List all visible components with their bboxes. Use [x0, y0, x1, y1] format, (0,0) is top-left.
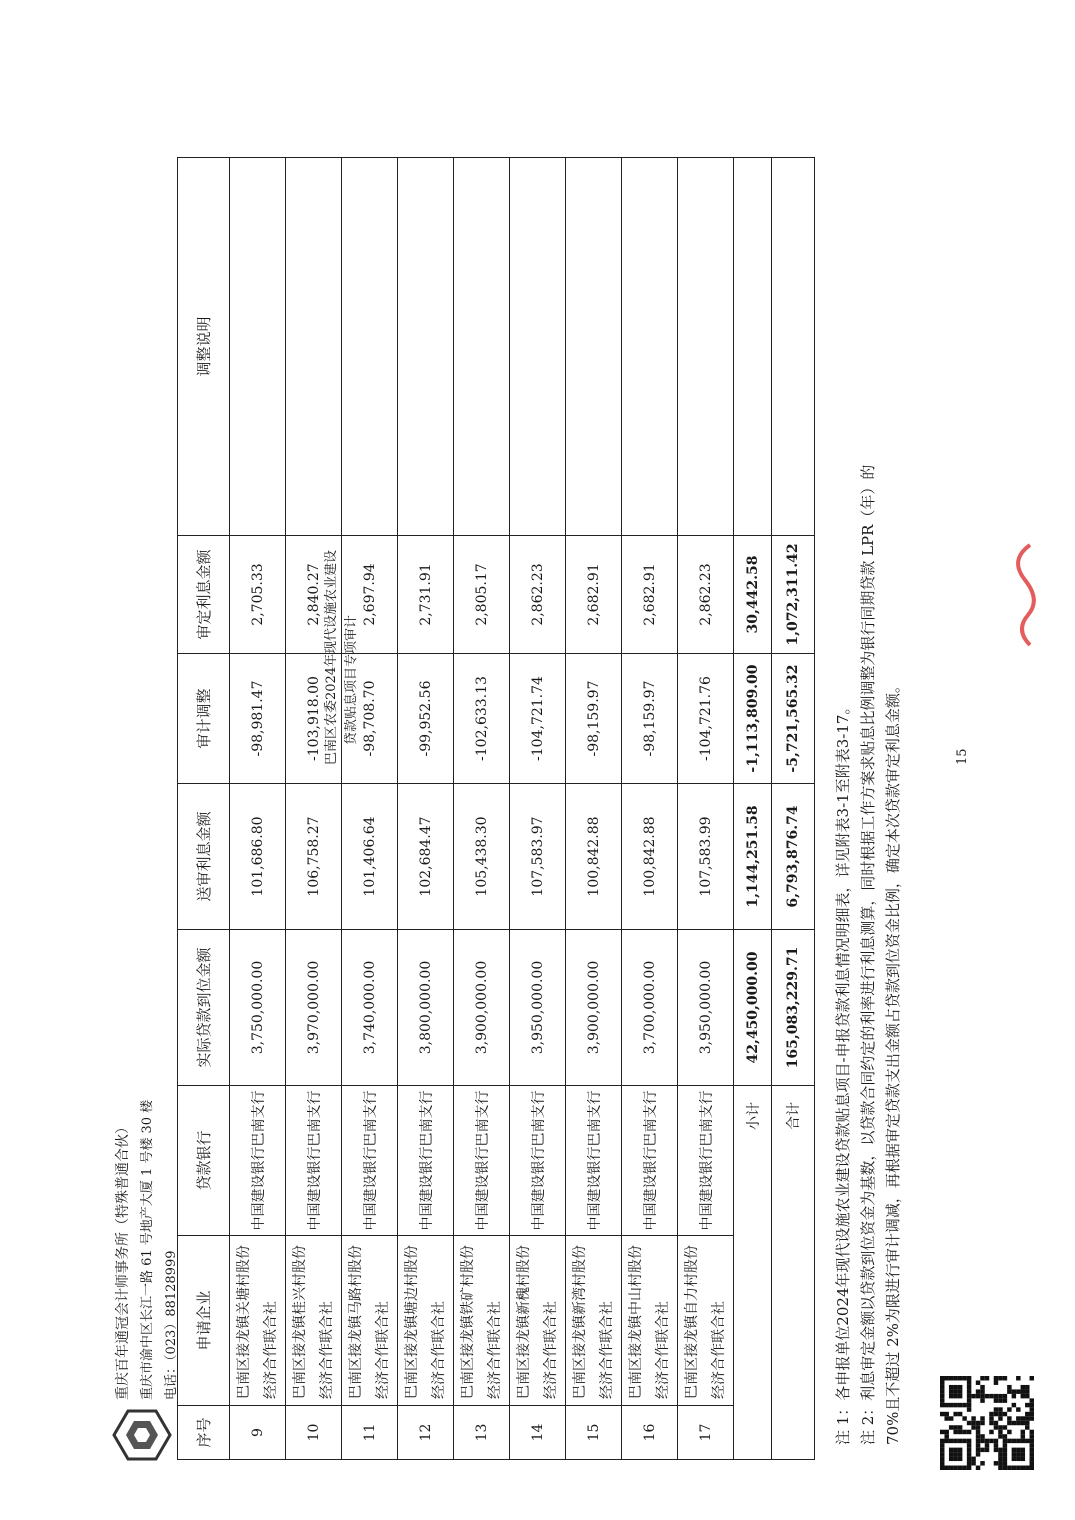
note-1: 注 1：各申报单位2024年现代设施农业建设贷款贴息项目-申报贷款利息情况明细表，详见附表3-1至附表3-17。: [834, 699, 852, 1445]
cell-submitted: 106,758.27: [286, 784, 342, 930]
cell-bank: 中国建设银行巴南支行: [678, 1086, 734, 1236]
header-approved: 审定利息金额: [178, 536, 230, 654]
cell-adjust: -98,159.97: [622, 654, 678, 784]
cell-approved: 2,862.23: [510, 536, 566, 654]
cell-submitted: 107,583.99: [678, 784, 734, 930]
cell-adjust: -98,981.47: [230, 654, 286, 784]
cell-adjust: -98,159.97: [566, 654, 622, 784]
cell-approved: 2,840.27: [286, 536, 342, 654]
cell-company: 巴南区接龙镇塘边村股份经济合作联合社: [398, 1236, 454, 1406]
cell-remark: [342, 158, 398, 536]
cell-loan: 3,800,000.00: [398, 930, 454, 1086]
table-row: [342, 158, 398, 1460]
cell-loan: 3,970,000.00: [286, 930, 342, 1086]
cell-submitted: 101,686.80: [230, 784, 286, 930]
cell-no: 9: [230, 1406, 286, 1460]
cell-no: 14: [510, 1406, 566, 1460]
document-title-line1: 巴南区农委2024年现代设施农业建设: [324, 549, 339, 765]
subtotal-loan: 42,450,000.00: [734, 930, 772, 1086]
cell-approved: 2,805.17: [454, 536, 510, 654]
cell-company: 巴南区接龙镇自力村股份经济合作联合社: [678, 1236, 734, 1406]
cell-bank: 中国建设银行巴南支行: [342, 1086, 398, 1236]
cell-submitted: 107,583.97: [510, 784, 566, 930]
cell-submitted: 100,842.88: [566, 784, 622, 930]
cell-bank: 中国建设银行巴南支行: [510, 1086, 566, 1236]
cell-submitted: 100,842.88: [622, 784, 678, 930]
cell-company: 巴南区接龙镇铁矿村股份经济合作联合社: [454, 1236, 510, 1406]
cell-bank: 中国建设银行巴南支行: [566, 1086, 622, 1236]
total-approved: 1,072,311.42: [772, 536, 815, 654]
cell-loan: 3,900,000.00: [454, 930, 510, 1086]
header-submitted: 送审利息金额: [178, 784, 230, 930]
table-row: [230, 158, 286, 1460]
subtotal-row: [734, 158, 772, 1460]
header-remark: 调整说明: [178, 158, 230, 536]
cell-submitted: 105,438.30: [454, 784, 510, 930]
cell-loan: 3,950,000.00: [678, 930, 734, 1086]
table-row: [678, 158, 734, 1460]
cell-bank: 中国建设银行巴南支行: [398, 1086, 454, 1236]
header-loan: 实际贷款到位金额: [178, 930, 230, 1086]
cell-no: 13: [454, 1406, 510, 1460]
cell-adjust: -103,918.00: [286, 654, 342, 784]
cell-approved: 2,862.23: [678, 536, 734, 654]
cell-company: 巴南区接龙镇新湾村股份经济合作联合社: [566, 1236, 622, 1406]
firm-address: 重庆市渝中区长江一路 61 号地产大厦 1 号楼 30 楼: [140, 1099, 155, 1400]
cell-remark: [398, 158, 454, 536]
cell-company: 巴南区接龙镇马路村股份经济合作联合社: [342, 1236, 398, 1406]
table-row: [398, 158, 454, 1460]
cell-bank: 中国建设银行巴南支行: [454, 1086, 510, 1236]
cell-submitted: 101,406.64: [342, 784, 398, 930]
header-no: 序号: [178, 1406, 230, 1460]
cell-remark: [286, 158, 342, 536]
header-bank: 贷款银行: [178, 1086, 230, 1236]
cell-loan: 3,900,000.00: [566, 930, 622, 1086]
cell-remark: [622, 158, 678, 536]
cell-adjust: -102,633.13: [454, 654, 510, 784]
cell-submitted: 102,684.47: [398, 784, 454, 930]
subtotal-approved: 30,442.58: [734, 536, 772, 654]
cell-remark: [510, 158, 566, 536]
red-stamp-mark-icon: [1010, 540, 1040, 650]
cell-no: 15: [566, 1406, 622, 1460]
total-submitted: 6,793,876.74: [772, 784, 815, 930]
cell-remark: [230, 158, 286, 536]
total-row: [772, 158, 815, 1460]
page-number: 15: [955, 748, 970, 765]
document-title-line2: 贷款贴息项目专项审计: [344, 614, 359, 745]
cell-bank: 中国建设银行巴南支行: [230, 1086, 286, 1236]
qr-code-icon: [940, 1376, 1034, 1470]
table-row: [454, 158, 510, 1460]
audit-table: [177, 157, 815, 1460]
subtotal-submitted: 1,144,251.58: [734, 784, 772, 930]
firm-name: 重庆百年通冠会计师事务所（特殊普通合伙）: [115, 1120, 131, 1400]
cell-adjust: -98,708.70: [342, 654, 398, 784]
header-adjust: 审计调整: [178, 654, 230, 784]
cell-loan: 3,750,000.00: [230, 930, 286, 1086]
total-remark: [772, 158, 815, 536]
cell-loan: 3,700,000.00: [622, 930, 678, 1086]
subtotal-remark: [734, 158, 772, 536]
cell-no: 11: [342, 1406, 398, 1460]
table-row: [566, 158, 622, 1460]
table-body: [230, 158, 815, 1460]
cell-no: 16: [622, 1406, 678, 1460]
cell-bank: 中国建设银行巴南支行: [622, 1086, 678, 1236]
cell-approved: 2,697.94: [342, 536, 398, 654]
subtotal-label: 小计: [734, 1086, 772, 1460]
table-row: [622, 158, 678, 1460]
total-adjust: -5,721,565.32: [772, 654, 815, 784]
cell-bank: 中国建设银行巴南支行: [286, 1086, 342, 1236]
cell-approved: 2,731.91: [398, 536, 454, 654]
table-row: [286, 158, 342, 1460]
firm-phone: 电话：（023）88128999: [164, 1250, 179, 1400]
cell-adjust: -104,721.74: [510, 654, 566, 784]
cell-company: 巴南区接龙镇中山村股份经济合作联合社: [622, 1236, 678, 1406]
header-company: 申请企业: [178, 1236, 230, 1406]
cell-company: 巴南区接龙镇关塘村股份经济合作联合社: [230, 1236, 286, 1406]
subtotal-adjust: -1,113,809.00: [734, 654, 772, 784]
cell-loan: 3,950,000.00: [510, 930, 566, 1086]
note-3: 70%且不超过 2%为限进行审计调减，再根据审定贷款支出金额占贷款到位资金比例，确定本次贷款审定利息金额。: [884, 678, 902, 1445]
cell-loan: 3,740,000.00: [342, 930, 398, 1086]
table-header-row: [178, 158, 230, 1460]
cell-remark: [566, 158, 622, 536]
cell-remark: [678, 158, 734, 536]
cell-remark: [454, 158, 510, 536]
cell-company: 巴南区接龙镇桂兴村股份经济合作联合社: [286, 1236, 342, 1406]
firm-logo-icon: [110, 1405, 180, 1465]
total-label: 合计: [772, 1086, 815, 1460]
total-loan: 165,083,229.71: [772, 930, 815, 1086]
cell-approved: 2,682.91: [566, 536, 622, 654]
cell-no: 10: [286, 1406, 342, 1460]
cell-company: 巴南区接龙镇新槐村股份经济合作联合社: [510, 1236, 566, 1406]
cell-approved: 2,705.33: [230, 536, 286, 654]
cell-approved: 2,682.91: [622, 536, 678, 654]
table-row: [510, 158, 566, 1460]
cell-no: 17: [678, 1406, 734, 1460]
cell-no: 12: [398, 1406, 454, 1460]
cell-adjust: -104,721.76: [678, 654, 734, 784]
cell-adjust: -99,952.56: [398, 654, 454, 784]
note-2: 注 2：利息审定金额以贷款到位资金为基数，以贷款合同约定的利率进行利息测算，同时根据工作方案求贴息比例调整为银行同期贷款 LPR（年）的: [859, 464, 877, 1445]
